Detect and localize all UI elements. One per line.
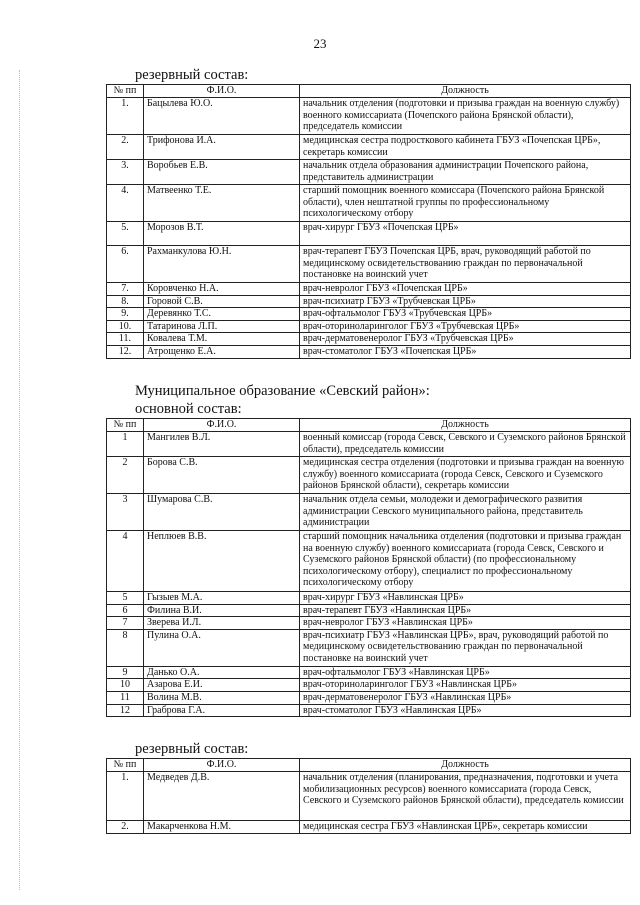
row-number: 10.: [107, 320, 144, 333]
table-row: [107, 704, 631, 717]
row-number: 4.: [107, 185, 144, 222]
person-position: врач-хирург ГБУЗ «Навлинская ЦРБ»: [300, 592, 631, 605]
table-body: [107, 432, 631, 717]
section-heading-main: основной состав:: [135, 401, 242, 417]
table-row: [107, 160, 631, 185]
person-name: Шумарова С.В.: [144, 494, 300, 531]
person-name: Граброва Г.А.: [144, 704, 300, 717]
row-number: 12.: [107, 345, 144, 358]
person-name: Медведев Д.В.: [144, 772, 300, 821]
main-composition-table: [106, 418, 631, 717]
person-position: врач-стоматолог ГБУЗ «Почепская ЦРБ»: [300, 345, 631, 358]
person-position: врач-невролог ГБУЗ «Навлинская ЦРБ»: [300, 617, 631, 630]
person-position: врач-офтальмолог ГБУЗ «Трубчевская ЦРБ»: [300, 308, 631, 321]
table-header-row: [107, 419, 631, 432]
reserve-composition-table-2: [106, 758, 631, 834]
person-position: военный комиссар (города Севск, Севского и Суземского районов Брянской области), председатель комиссии: [300, 432, 631, 457]
person-name: Атрощенко Е.А.: [144, 345, 300, 358]
person-position: начальник отдела семьи, молодежи и демографического развития администрации Севского муниципального района, представитель администрации: [300, 494, 631, 531]
person-position: старший помощник начальника отделения (подготовки и призыва граждан на военную службу) военного комиссариата (города Севск, Севского и Суземского районов Брянской области) (по профессиональному психологическому отбору), специалист по профессиональному психологическому отбору: [300, 531, 631, 592]
person-name: Трифонова И.А.: [144, 135, 300, 160]
row-number: 10: [107, 679, 144, 692]
section-heading-reserve-1: резервный состав:: [135, 67, 249, 83]
row-number: 5: [107, 592, 144, 605]
row-number: 11: [107, 691, 144, 704]
row-number: 12: [107, 704, 144, 717]
person-name: Азарова Е.И.: [144, 679, 300, 692]
row-number: 7: [107, 617, 144, 630]
person-name: Филина В.И.: [144, 604, 300, 617]
row-number: 2: [107, 457, 144, 494]
table-header-row: [107, 85, 631, 98]
person-position: врач-офтальмолог ГБУЗ «Навлинская ЦРБ»: [300, 666, 631, 679]
table-row: [107, 691, 631, 704]
row-number: 9: [107, 666, 144, 679]
person-name: Гызыев М.А.: [144, 592, 300, 605]
row-number: 11.: [107, 333, 144, 346]
row-number: 1.: [107, 772, 144, 821]
table-row: [107, 98, 631, 135]
header-number: № пп: [107, 419, 144, 432]
person-position: врач-терапевт ГБУЗ «Навлинская ЦРБ»: [300, 604, 631, 617]
row-number: 7.: [107, 283, 144, 296]
table-row: [107, 592, 631, 605]
table-row: [107, 679, 631, 692]
page-number: 23: [313, 36, 327, 51]
table-row: [107, 432, 631, 457]
header-position: Должность: [300, 85, 631, 98]
person-position: врач-оториноларинголог ГБУЗ «Трубчевская ЦРБ»: [300, 320, 631, 333]
person-name: Борова С.В.: [144, 457, 300, 494]
table-row: [107, 246, 631, 283]
person-position: врач-дерматовенеролог ГБУЗ «Трубчевская ЦРБ»: [300, 333, 631, 346]
municipality-heading: Муниципальное образование «Севский район»:: [135, 383, 430, 399]
row-number: 6: [107, 604, 144, 617]
person-name: Татаринова Л.П.: [144, 320, 300, 333]
person-name: Коровченко Н.А.: [144, 283, 300, 296]
person-name: Волина М.В.: [144, 691, 300, 704]
person-name: Неплюев В.В.: [144, 531, 300, 592]
person-name: Морозов В.Т.: [144, 222, 300, 246]
person-name: Зверева И.Л.: [144, 617, 300, 630]
row-number: 5.: [107, 222, 144, 246]
table-row: [107, 283, 631, 296]
person-position: начальник отделения (подготовки и призыва граждан на военную службу) военного комиссариата (Почепского района Брянской области), председатель комиссии: [300, 98, 631, 135]
person-name: Данько О.А.: [144, 666, 300, 679]
reserve-composition-table-1: [106, 84, 631, 359]
table-body: [107, 98, 631, 359]
person-position: врач-психиатр ГБУЗ «Трубчевская ЦРБ»: [300, 295, 631, 308]
person-position: медицинская сестра подросткового кабинета ГБУЗ «Почепская ЦРБ», секретарь комиссии: [300, 135, 631, 160]
person-position: врач-терапевт ГБУЗ Почепская ЦРБ, врач, руководящий работой по медицинскому освидетельствованию граждан по первоначальной постановке на воинский учет: [300, 246, 631, 283]
header-position: Должность: [300, 419, 631, 432]
table-row: [107, 308, 631, 321]
person-name: Рахманкулова Ю.Н.: [144, 246, 300, 283]
table-row: [107, 333, 631, 346]
table-row: [107, 772, 631, 821]
person-position: врач-дерматовенеролог ГБУЗ «Навлинская ЦРБ»: [300, 691, 631, 704]
row-number: 6.: [107, 246, 144, 283]
person-name: Матвеенко Т.Е.: [144, 185, 300, 222]
person-name: Ковалева Т.М.: [144, 333, 300, 346]
person-position: врач-невролог ГБУЗ «Почепская ЦРБ»: [300, 283, 631, 296]
table-row: [107, 185, 631, 222]
header-name: Ф.И.О.: [144, 85, 300, 98]
table-row: [107, 617, 631, 630]
person-name: Пулина О.А.: [144, 629, 300, 666]
person-position: врач-стоматолог ГБУЗ «Навлинская ЦРБ»: [300, 704, 631, 717]
person-position: старший помощник военного комиссара (Почепского района Брянской области), член нештатной группы по профессиональному психологическому отбору: [300, 185, 631, 222]
table-header-row: [107, 759, 631, 772]
table-row: [107, 629, 631, 666]
row-number: 4: [107, 531, 144, 592]
row-number: 2.: [107, 135, 144, 160]
person-position: врач-оториноларинголог ГБУЗ «Навлинская ЦРБ»: [300, 679, 631, 692]
person-name: Деревянко Т.С.: [144, 308, 300, 321]
table-row: [107, 457, 631, 494]
scan-margin-dots: [19, 70, 21, 890]
person-name: Мангилев В.Л.: [144, 432, 300, 457]
table-row: [107, 821, 631, 834]
person-position: медицинская сестра ГБУЗ «Навлинская ЦРБ», секретарь комиссии: [300, 821, 631, 834]
row-number: 8: [107, 629, 144, 666]
table-row: [107, 320, 631, 333]
row-number: 2.: [107, 821, 144, 834]
row-number: 9.: [107, 308, 144, 321]
person-position: начальник отделения (планирования, предназначения, подготовки и учета мобилизационных ресурсов) военного комиссариата (города Севск, Севского и Суземского районов Брянской области), председатель комиссии: [300, 772, 631, 821]
row-number: 3.: [107, 160, 144, 185]
person-position: медицинская сестра отделения (подготовки и призыва граждан на военную службу) военного комиссариата (города Севск, Севского и Суземского районов Брянской области), секретарь комиссии: [300, 457, 631, 494]
table-row: [107, 135, 631, 160]
header-name: Ф.И.О.: [144, 759, 300, 772]
row-number: 1.: [107, 98, 144, 135]
section-heading-reserve-2: резервный состав:: [135, 741, 249, 757]
row-number: 8.: [107, 295, 144, 308]
table-row: [107, 531, 631, 592]
person-name: Макарченкова Н.М.: [144, 821, 300, 834]
person-position: врач-хирург ГБУЗ «Почепская ЦРБ»: [300, 222, 631, 246]
row-number: 1: [107, 432, 144, 457]
header-number: № пп: [107, 85, 144, 98]
header-name: Ф.И.О.: [144, 419, 300, 432]
table-row: [107, 345, 631, 358]
person-name: Бацылева Ю.О.: [144, 98, 300, 135]
table-row: [107, 222, 631, 246]
table-row: [107, 295, 631, 308]
table-row: [107, 666, 631, 679]
person-position: врач-психиатр ГБУЗ «Навлинская ЦРБ», врач, руководящий работой по медицинскому освидетельствованию граждан по первоначальной постановке на воинский учет: [300, 629, 631, 666]
person-position: начальник отдела образования администрации Почепского района, представитель администрации: [300, 160, 631, 185]
table-row: [107, 604, 631, 617]
header-number: № пп: [107, 759, 144, 772]
person-name: Воробьев Е.В.: [144, 160, 300, 185]
header-position: Должность: [300, 759, 631, 772]
table-row: [107, 494, 631, 531]
table-body: [107, 772, 631, 834]
row-number: 3: [107, 494, 144, 531]
person-name: Горовой С.В.: [144, 295, 300, 308]
